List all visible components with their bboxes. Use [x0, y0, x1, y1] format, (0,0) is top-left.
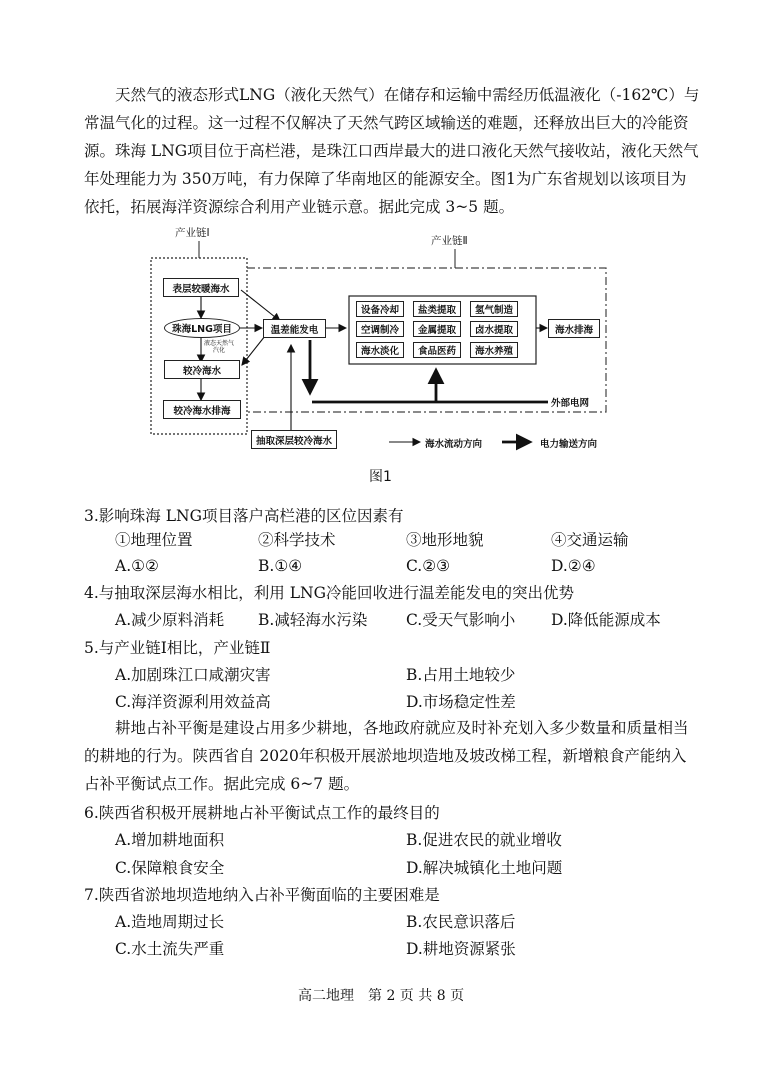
- intro1-line-3: 源。珠海 LNG项目位于高栏港，是珠江口西岸最大的进口液化天然气接收站，液化天然气: [84, 142, 699, 160]
- q6-stem: 6.陕西省积极开展耕地占补平衡试点工作的最终目的: [84, 804, 440, 822]
- intro1-line-4: 年处理能力为 350万吨，有力保障了华南地区的能源安全。图1为广东省规划以该项目为: [84, 170, 687, 188]
- product-food-medicine: 食品医药: [413, 342, 461, 358]
- q4-option-b[interactable]: B.减轻海水污染: [258, 611, 368, 629]
- q7-option-b[interactable]: B.农民意识落后: [406, 913, 516, 931]
- surface-water-box: 表层较暖海水: [163, 278, 239, 297]
- intro2-line-3: 占补平衡试点工作。据此完成 6~7 题。: [84, 775, 360, 793]
- page-footer: 高二地理 第 2 页 共 8 页: [298, 988, 465, 1004]
- q7-option-c[interactable]: C.水土流失严重: [115, 940, 225, 958]
- q7-option-a[interactable]: A.造地周期过长: [115, 913, 225, 931]
- q6-option-a[interactable]: A.增加耕地面积: [115, 831, 225, 849]
- product-aquaculture: 海水养殖: [470, 342, 518, 358]
- legend-power-flow: 电力输送方向: [540, 439, 598, 450]
- diagram-lines: [0, 0, 760, 470]
- product-metal-extraction: 金属提取: [413, 321, 461, 337]
- q3-item-4: ④交通运输: [551, 531, 629, 549]
- intro1-line-1: 天然气的液态形式LNG（液化天然气）在储存和运输中需经历低温液化（-162℃）与: [115, 86, 700, 104]
- q3-option-c[interactable]: C.②③: [406, 557, 451, 575]
- chain-1-label: 产业链Ⅰ: [175, 227, 210, 239]
- q5-stem: 5.与产业链Ⅰ相比，产业链Ⅱ: [84, 639, 271, 657]
- q3-option-a[interactable]: A.①②: [115, 557, 159, 575]
- gasify-note-line-2: 汽化: [213, 347, 226, 354]
- product-air-conditioning: 空调制冷: [356, 321, 404, 337]
- intro1-line-5: 依托，拓展海洋资源综合利用产业链示意。据此完成 3~5 题。: [84, 198, 515, 216]
- cool-water-box: 较冷海水: [164, 360, 240, 379]
- temp-diff-power-box: 温差能发电: [263, 319, 326, 338]
- product-desalination: 海水淡化: [356, 342, 404, 358]
- gasify-note-line-1: 液态天然气: [204, 340, 235, 347]
- lng-project-ellipse: 珠海LNG项目: [164, 318, 240, 338]
- q3-stem: 3.影响珠海 LNG项目落户高栏港的区位因素有: [84, 507, 404, 525]
- legend-water-flow: 海水流动方向: [425, 439, 483, 450]
- q7-option-d[interactable]: D.耕地资源紧张: [406, 940, 516, 958]
- cool-discharge-box: 较冷海水排海: [163, 400, 241, 419]
- q5-option-b[interactable]: B.占用土地较少: [406, 666, 516, 684]
- sea-discharge-box: 海水排海: [548, 319, 600, 338]
- q3-item-2: ②科学技术: [258, 531, 336, 549]
- product-salt-extraction: 盐类提取: [413, 301, 461, 317]
- q5-option-c[interactable]: C.海洋资源利用效益高: [115, 693, 271, 711]
- q5-option-d[interactable]: D.市场稳定性差: [406, 693, 516, 711]
- q7-stem: 7.陕西省淤地坝造地纳入占补平衡面临的主要困难是: [84, 886, 440, 904]
- q4-option-c[interactable]: C.受天气影响小: [406, 611, 516, 629]
- q3-item-1: ①地理位置: [115, 531, 193, 549]
- figure-caption: 图1: [369, 469, 392, 485]
- intro2-line-1: 耕地占补平衡是建设占用多少耕地，各地政府就应及时补充划入多少数量和质量相当: [115, 719, 689, 737]
- q3-option-b[interactable]: B.①④: [258, 557, 303, 575]
- q4-option-a[interactable]: A.减少原料消耗: [115, 611, 225, 629]
- product-equipment-cooling: 设备冷却: [356, 301, 404, 317]
- q4-stem: 4.与抽取深层海水相比，利用 LNG冷能回收进行温差能发电的突出优势: [84, 584, 574, 602]
- q6-option-b[interactable]: B.促进农民的就业增收: [406, 831, 562, 849]
- q6-option-c[interactable]: C.保障粮食安全: [115, 859, 225, 877]
- external-grid-label: 外部电网: [551, 398, 590, 409]
- chain-2-label: 产业链Ⅱ: [431, 235, 468, 247]
- gasify-note: [204, 340, 234, 354]
- q4-option-d[interactable]: D.降低能源成本: [551, 611, 661, 629]
- deep-water-box: 抽取深层较冷海水: [251, 430, 337, 449]
- q5-option-a[interactable]: A.加剧珠江口咸潮灾害: [115, 666, 271, 684]
- intro1-line-2: 常温气化的过程。这一过程不仅解决了天然气跨区域输送的难题，还释放出巨大的冷能资: [84, 114, 689, 132]
- q3-option-d[interactable]: D.②④: [551, 557, 596, 575]
- intro2-line-2: 的耕地的行为。陕西省自 2020年积极开展淤地坝造地及坡改梯工程，新增粮食产能纳入: [84, 747, 687, 765]
- q3-item-3: ③地形地貌: [406, 531, 484, 549]
- product-brine-extraction: 卤水提取: [470, 321, 518, 337]
- q6-option-d[interactable]: D.解决城镇化土地问题: [406, 859, 563, 877]
- product-hydrogen: 氢气制造: [470, 301, 518, 317]
